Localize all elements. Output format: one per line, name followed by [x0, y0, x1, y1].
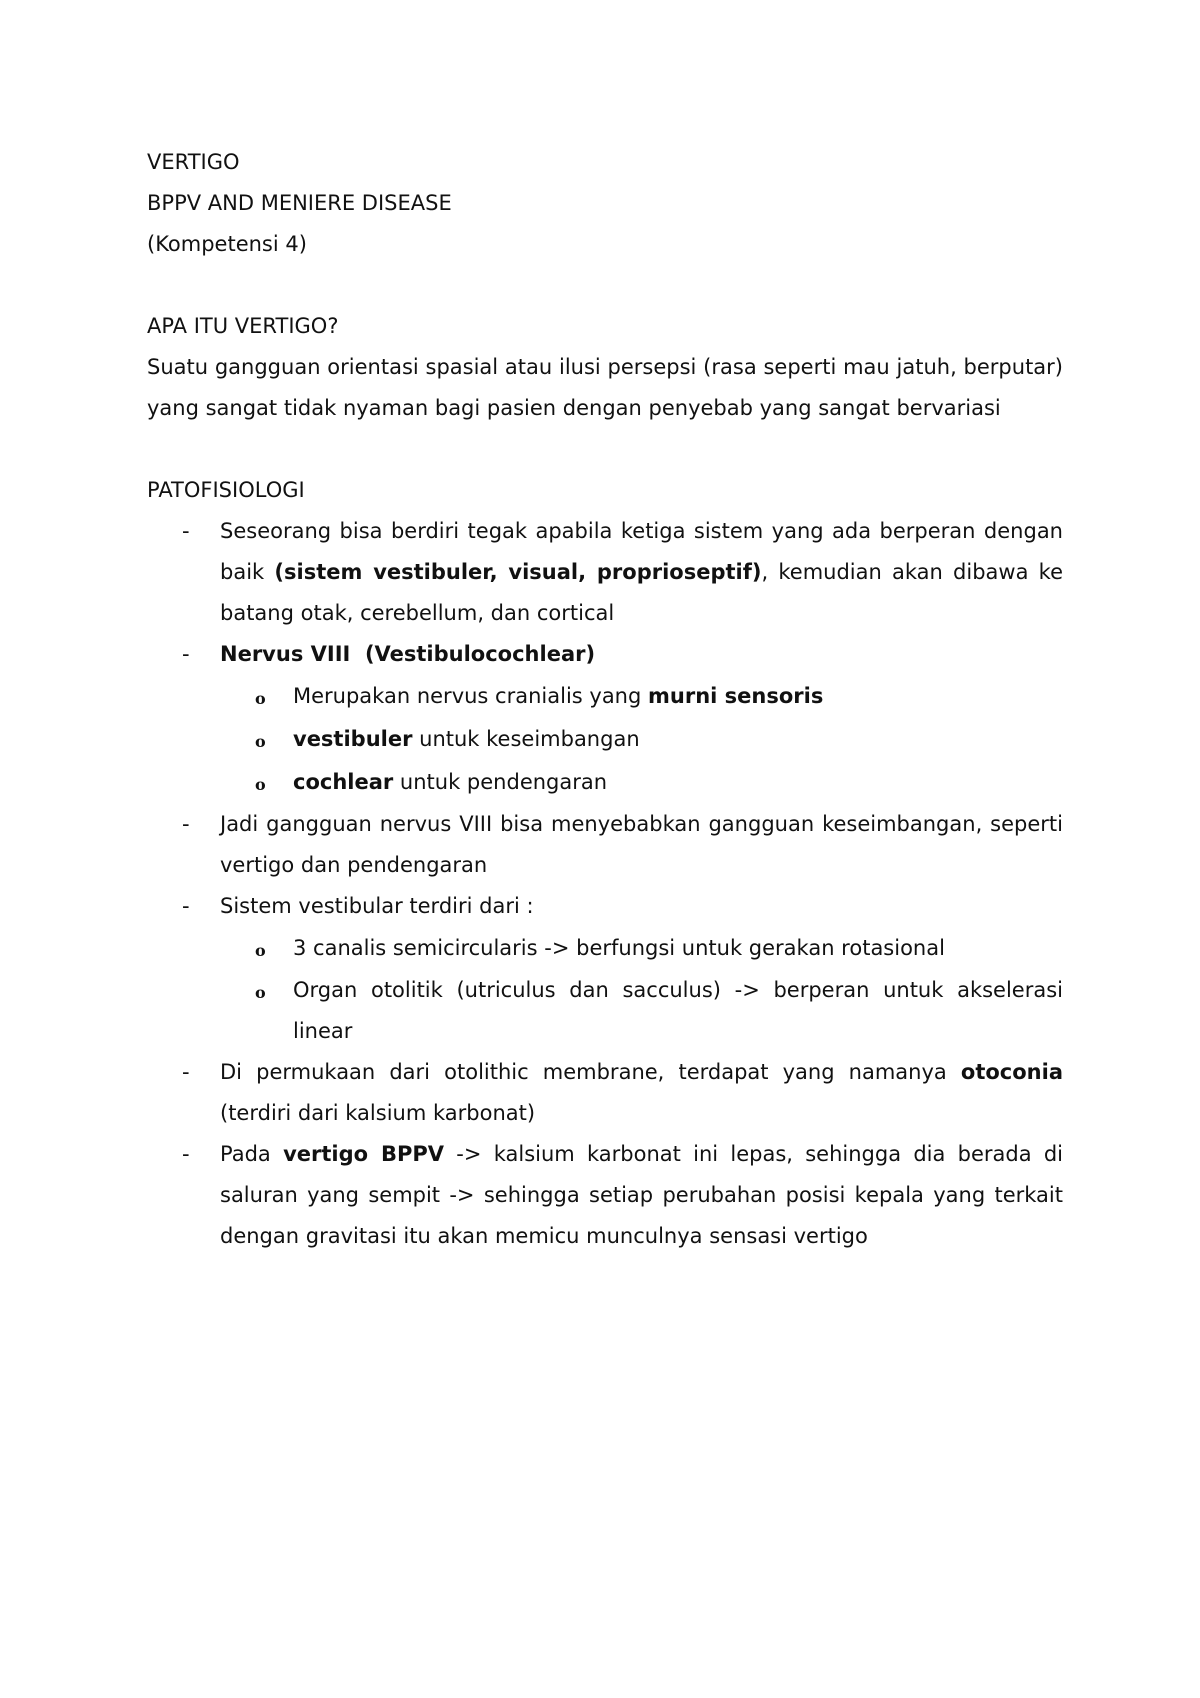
section-heading-what-is-vertigo: APA ITU VERTIGO?	[147, 314, 339, 338]
vestibular-sublist	[220, 927, 1063, 1052]
list-item	[147, 634, 1063, 675]
sub-list-item	[220, 718, 1063, 761]
circle-bullet-icon: o	[255, 689, 266, 708]
list-item	[147, 886, 1063, 927]
pathophysiology-list	[147, 1052, 1063, 1257]
item-text: , kemudian akan dibawa ke batang otak, cerebellum, dan cortical	[220, 560, 1063, 625]
item-bold-text: murni sensoris	[648, 684, 824, 708]
spacer	[147, 265, 1063, 306]
item-text: Jadi gangguan nervus VIII bisa menyebabkan gangguan keseimbangan, seperti vertigo dan pendengaran	[220, 812, 1063, 877]
document-body	[147, 142, 1063, 1257]
sub-list-item	[220, 927, 1063, 970]
item-text: Organ otolitik (utriculus dan sacculus) -> berperan untuk akselerasi linear	[293, 978, 1063, 1043]
item-text: 3 canalis semicircularis -> berfungsi untuk gerakan rotasional	[293, 936, 945, 960]
spacer	[147, 429, 1063, 470]
item-text: Pada	[220, 1142, 284, 1166]
circle-bullet-icon: o	[255, 983, 266, 1002]
circle-bullet-icon: o	[255, 732, 266, 751]
item-bold-text: (sistem vestibuler, visual, proprioseptif)	[274, 560, 762, 584]
dash-bullet: -	[182, 894, 190, 918]
item-bold-text: Nervus VIII (Vestibulocochlear)	[220, 642, 596, 666]
list-item	[147, 1052, 1063, 1134]
list-item	[147, 804, 1063, 886]
pathophysiology-list	[147, 511, 1063, 675]
list-item	[147, 1134, 1063, 1257]
circle-bullet-icon: o	[255, 941, 266, 960]
item-bold-text: cochlear	[293, 770, 394, 794]
sub-list-item	[220, 675, 1063, 718]
definition-paragraph: Suatu gangguan orientasi spasial atau ilusi persepsi (rasa seperti mau jatuh, berputar) yang sangat tidak nyaman bagi pasien dengan penyebab yang sangat bervariasi	[147, 355, 1063, 420]
sub-list-item	[220, 970, 1063, 1052]
item-text: (terdiri dari kalsium karbonat)	[220, 1101, 536, 1125]
section-heading-pathophysiology: PATOFISIOLOGI	[147, 478, 305, 502]
item-bold-text: otoconia	[960, 1060, 1063, 1084]
item-text: -> kalsium karbonat ini lepas, sehingga dia berada di saluran yang sempit -> sehingga setiap perubahan posisi kepala yang terkait dengan gravitasi itu akan memicu munculnya sensasi vertigo	[220, 1142, 1064, 1248]
dash-bullet: -	[182, 812, 190, 836]
list-item	[147, 511, 1063, 634]
document-title: VERTIGO	[147, 150, 240, 174]
dash-bullet: -	[182, 1060, 190, 1084]
item-text: Sistem vestibular terdiri dari :	[220, 894, 534, 918]
dash-bullet: -	[182, 1142, 190, 1166]
item-text: Merupakan nervus cranialis yang	[293, 684, 649, 708]
competency-label: (Kompetensi 4)	[147, 232, 307, 256]
item-text: Di permukaan dari otolithic membrane, terdapat yang namanya	[220, 1060, 961, 1084]
document-subtitle: BPPV AND MENIERE DISEASE	[147, 191, 452, 215]
dash-bullet: -	[182, 519, 190, 543]
pathophysiology-list	[147, 804, 1063, 927]
circle-bullet-icon: o	[255, 775, 266, 794]
dash-bullet: -	[182, 642, 190, 666]
item-text: untuk pendengaran	[393, 770, 608, 794]
item-bold-text: vestibuler	[293, 727, 413, 751]
item-text: untuk keseimbangan	[412, 727, 640, 751]
sub-list-item	[220, 761, 1063, 804]
item-text: Seseorang bisa berdiri tegak apabila ketiga sistem yang ada berperan dengan baik	[220, 519, 1063, 584]
item-bold-text: vertigo BPPV	[283, 1142, 444, 1166]
nervus-sublist	[220, 675, 1063, 804]
